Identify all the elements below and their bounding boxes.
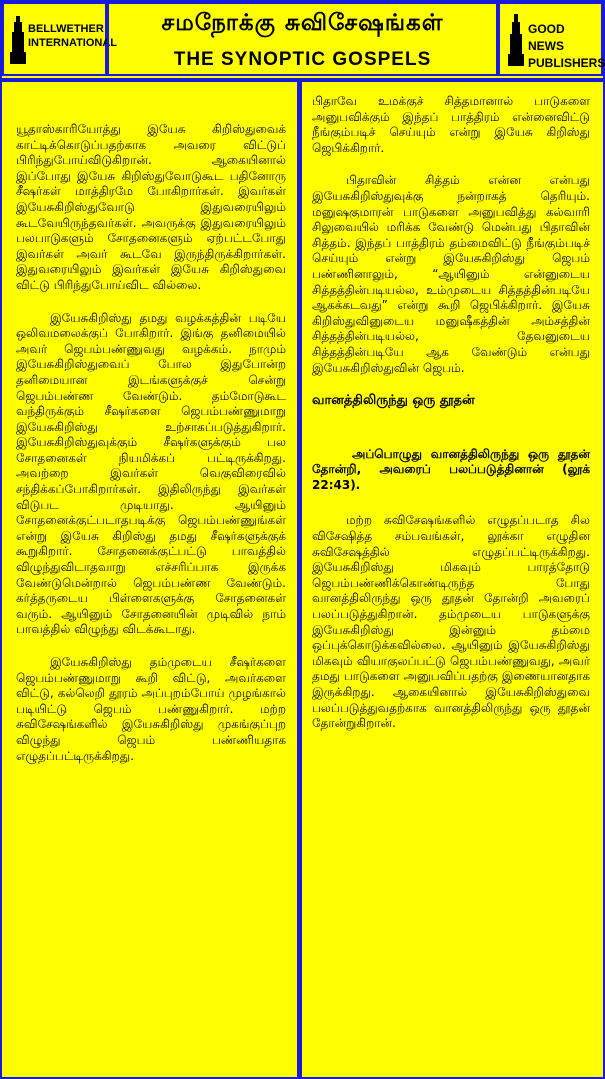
scripture-verse: அப்பொழுது வானத்திலிருந்து ஒரு தூதன் தோன்றி, அவரைப் பலப்படுத்தினான் (லூக் 22:43). [312, 446, 590, 492]
column-divider [297, 78, 302, 1079]
paragraph: பிதாவின் சித்தம் என்ன என்பது இயேசுகிறிஸ்துவுக்கு நன்றாகத் தெரியும். மனுஷகுமாரன் பாடுகளை அனுபவித்து கல்வாரி சிலுவையில் மரிக்க வேண்டு மென்பது பிதாவின் சித்தம். இந்தப் பாத்திரம் தம்மைவிட்டு நீங்கும்படிச் செய்யும் என்று இயேசுகிறிஸ்து ஜெபம் பண்ணினாலும், “ஆயினும் என்னுடைய சித்தத்தின்படியல்ல, உம்முடைய சித்தத்தின்படியே ஆகக்கடவது” என்று கூறி ஜெபிக்கிறார். இயேசு கிறிஸ்துவினுடைய மனுஷீகத்தின் அம்சத்தின் சித்தத்தின்படியல்ல, தேவனுடைய சித்தத்தின்படியே ஆக வேண்டும் என்பது இயேசுகிறிஸ்துவின் ஜெபம். [312, 173, 590, 375]
good-news-logo-text: GOOD NEWS PUBLISHERS [528, 22, 605, 70]
paragraph: இயேசுகிறிஸ்து தமது வழக்கத்தின் படியே ஒலிவமலைக்குப் போகிறார். இங்கு தனிமையில் அவர் ஜெபம்பண்ணுவது வழக்கம். நாமும் இயேசுகிறிஸ்துவைப் போல இதுபோன்ற தனிமையான இடங்களுக்குச் சென்று ஜெபம்பண்ண வேண்டும். தம்மோடுகூட வந்திருக்கும் சீஷர்களை ஜெபம்பண்ணுமாறு இயேசுகிறிஸ்து உற்சாகப்படுத்துகிறார். இயேசுகிறிஸ்துவுக்கும் சீஷர்களுக்கும் பல சோதனைகள் நியமிக்கப் பட்டிருக்கிறது. அவற்றை இவர்கள் வெகுவிரைவில் சந்திக்கப்போகிறார்கள். இதிலிருந்து இவர்கள் விடுபட முடியாது. ஆயினும் சோதனைக்குட்படாதபடிக்கு ஜெபம்பண்ணுங்கள் என்று இயேசு கிறிஸ்து தமது சீஷர்களுக்குக் கூறுகிறார். சோதனைக்குட்பட்டு பாவத்தில் விழுந்துவிடாதவாறு எச்சரிப்பாக இருக்க வேண்டுமென்றால் ஜெபம்பண்ண வேண்டும். கர்த்தருடைய பிள்ளைகளுக்கு சோதனைகள் வரும். ஆயினும் சோதனையின் முடிவில் நாம் பாவத்தில் விழுந்து விடக்கூடாது. [16, 310, 286, 637]
bell-tower-icon [10, 16, 26, 64]
bellwether-logo [2, 2, 118, 76]
left-column [16, 122, 286, 781]
page-header [0, 0, 605, 78]
page-title-english: THE SYNOPTIC GOSPELS [173, 49, 432, 70]
tower-icon [508, 14, 524, 66]
bellwether-logo-text: BELLWETHER INTERNATIONAL [28, 23, 118, 49]
header-divider [0, 78, 605, 82]
title-box [107, 2, 498, 76]
section-heading: வானத்திலிருந்து ஒரு தூதன் [312, 393, 475, 409]
page-title-tamil: சமநோக்கு சுவிசேஷங்கள் [161, 10, 444, 36]
good-news-logo [498, 2, 603, 76]
paragraph: மற்ற சுவிசேஷங்களில் எழுதப்படாத சில விசேஷித்த சம்பவங்கள், லூக்கா எழுதின சுவிசேஷத்தில் எழுதப்பட்டிருக்கிறது. இயேசுகிறிஸ்து மிகவும் பாரத்தோடு ஜெபம்பண்ணிக்கொண்டிருந்த போது வானத்திலிருந்து ஒரு தூதன் தோன்றி அவரைப் பலப்படுத்துகிறான். தம்முடைய பாடுகளுக்கு இயேசுகிறிஸ்து இன்னும் தம்மை ஒப்புக்கொடுக்கவில்லை. ஆயினும் இயேசுகிறிஸ்து மிகவும் வியாகுலப்பட்டு ஜெபம்பண்ணுவது, அவர் தமது பாடுகளை அனுபவிப்பதற்கு இணையானதாக இருக்கிறது. ஆகையினால் இயேசுகிறிஸ்துவை பலப்படுத்துவதற்காக வானத்திலிருந்து ஒரு தூதன் தோன்றுகிறான். [312, 513, 590, 731]
paragraph: பிதாவே உமக்குச் சித்தமானால் பாடுகளை அனுபவிக்கும் இந்தப் பாத்திரம் என்னைவிட்டு நீங்கும்படிச் செய்யும் என்று இயேசு கிறிஸ்து ஜெபிக்கிறார். [312, 94, 590, 155]
paragraph: யூதாஸ்காரியோத்து இயேசு கிறிஸ்துவைக் காட்டிக்கொடுப்பதற்காக அவரை விட்டுப் பிரிந்துபோய்விடுகிறான். ஆகையினால் இப்போது இயேசு கிறிஸ்துவோடுகூட பதினோரு சீஷர்கள் மாத்திரமே போகிறார்கள். இவர்கள் இயேசுகிறிஸ்துவோடு இதுவரையிலும் கூடவேயிருந்தவர்கள். அவருக்கு இதுவரையிலும் பலபாடுகளும் சோதனைகளும் ஏற்பட்டபோது இவர்கள் அவர் கூடவே இருந்திருக்கிறார்கள். இதுவரையிலும் இவர்கள் இயேசு கிறிஸ்துவை விட்டு பிரிந்துபோய்விட வில்லை. [16, 122, 286, 292]
paragraph: இயேசுகிறிஸ்து தம்முடைய சீஷர்களை ஜெபம்பண்ணுமாறு கூறி விட்டு, அவர்களை விட்டு, கல்லெறி தூரம் அப்புறம்போய் முழங்கால் படியிட்டு ஜெபம் பண்ணுகிறார். மற்ற சுவிசேஷங்களில் இயேசுகிறிஸ்து முகங்குப்புற விழுந்து ஜெபம் பண்ணியதாக எழுதப்பட்டிருக்கிறது. [16, 655, 286, 763]
right-column [312, 94, 590, 749]
